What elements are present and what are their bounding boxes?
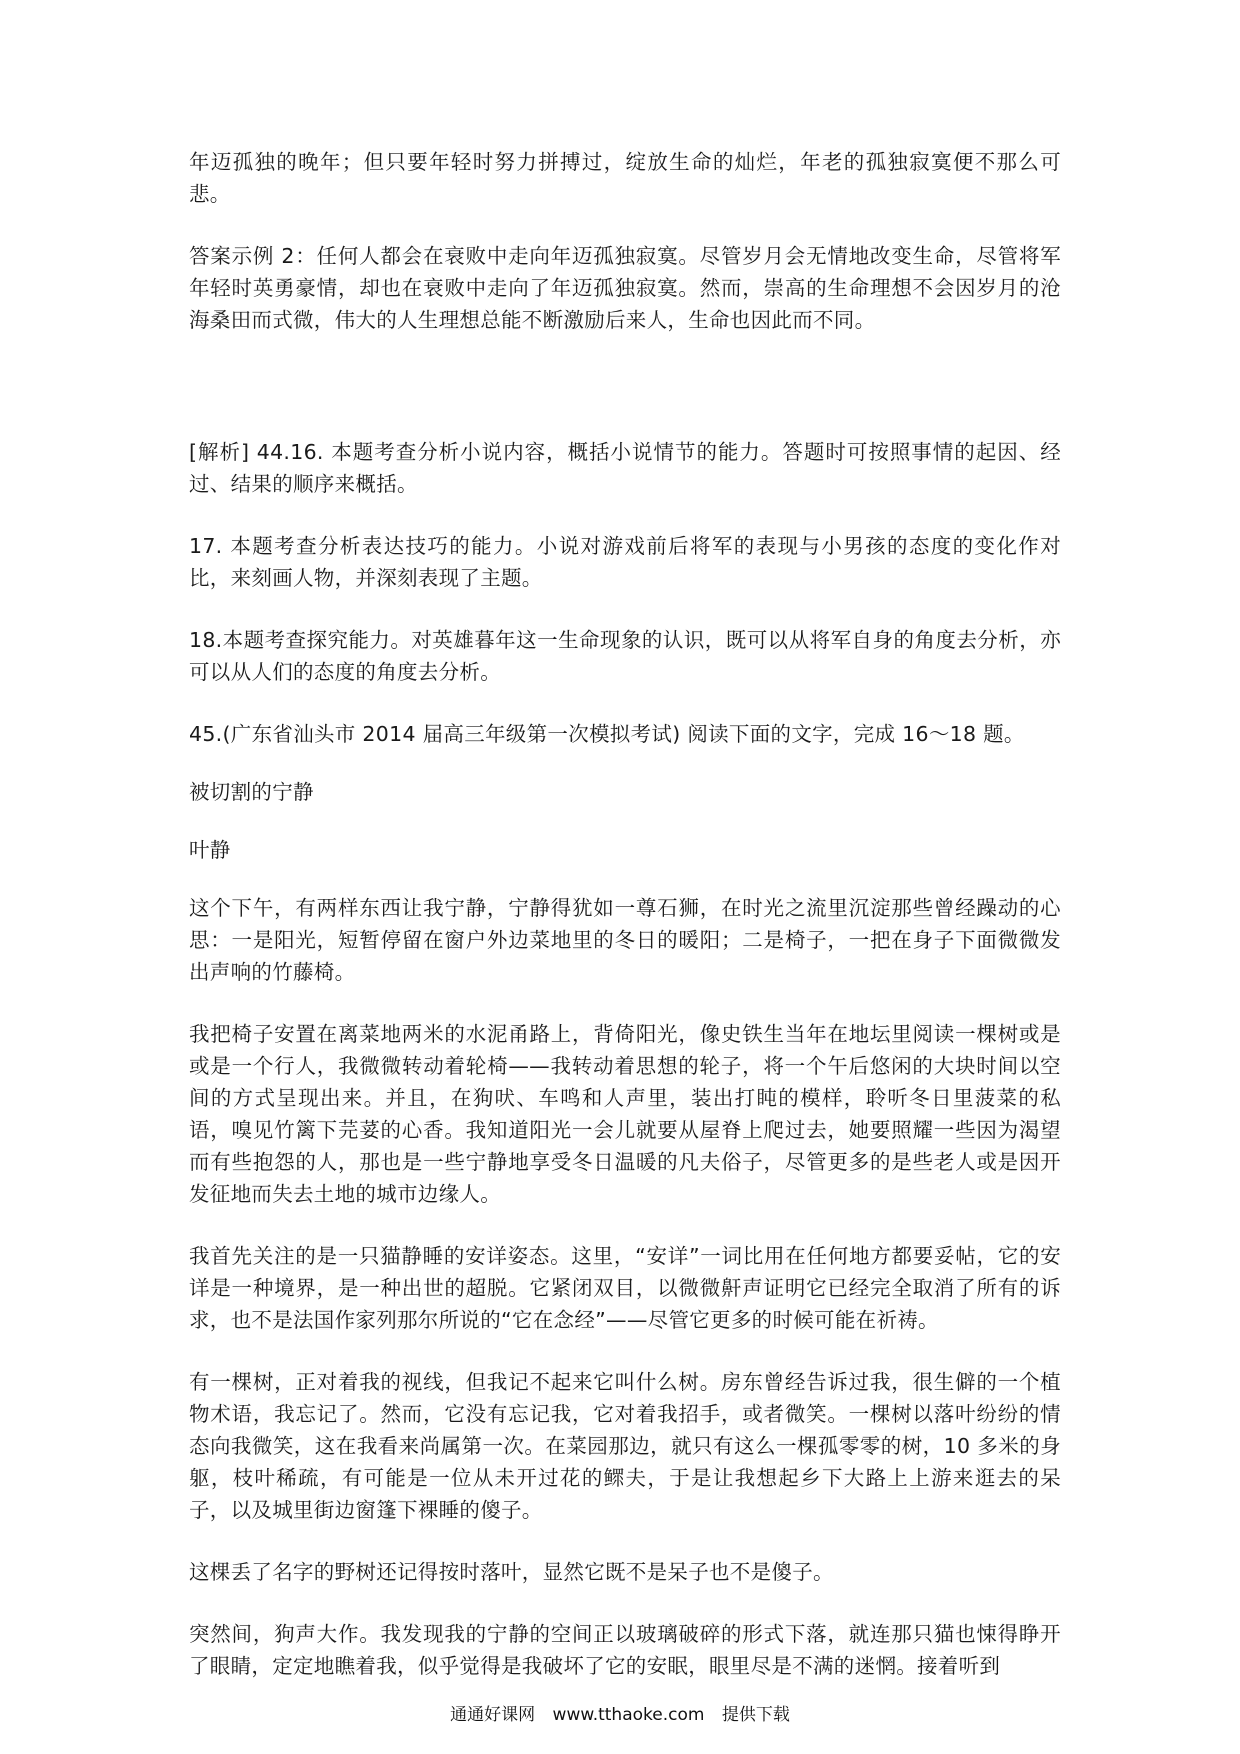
blank-space (189, 366, 1061, 436)
footer-suffix: 提供下载 (721, 1705, 790, 1725)
footer-url: www.tthaoke.com (552, 1705, 705, 1725)
paragraph: 答案示例 2：任何人都会在衰败中走向年迈孤独寂寞。尽管岁月会无情地改变生命，尽管将军年轻时英勇豪情，却也在衰败中走向了年迈孤独寂寞。然而，崇高的生命理想不会因岁月的沧海桑田而式微，伟大的人生理想总能不断激励后来人，生命也因此而不同。 (189, 244, 1061, 332)
paragraph: 我把椅子安置在离菜地两米的水泥甬路上，背倚阳光，像史铁生当年在地坛里阅读一棵树或是或是一个行人，我微微转动着轮椅——我转动着思想的轮子，将一个午后悠闲的大块时间以空间的方式呈现出来。并且，在狗吠、车鸣和人声里，装出打盹的模样，聆听冬日里菠菜的私语，嗅见竹篱下芫荽的心香。我知道阳光一会儿就要从屋脊上爬过去，她要照耀一些因为渴望而有些抱怨的人，那也是一些宁静地享受冬日温暖的凡夫俗子，尽管更多的是些老人或是因开发征地而失去土地的城市边缘人。 (189, 1022, 1061, 1206)
question-heading: 45.(广东省汕头市 2014 届高三年级第一次模拟考试) 阅读下面的文字，完成 16～18 题。 (189, 722, 1025, 746)
paragraph: 年迈孤独的晚年；但只要年轻时努力拼搏过，绽放生命的灿烂，年老的孤独寂寞便不那么可悲。 (189, 150, 1061, 206)
paragraph: [解析] 44.16. 本题考查分析小说内容，概括小说情节的能力。答题时可按照事情的起因、经过、结果的顺序来概括。 (189, 440, 1061, 496)
document-body (189, 146, 1061, 1712)
paragraph: 我首先关注的是一只猫静睡的安详姿态。这里，“安详”一词比用在任何地方都要妥帖，它的安详是一种境界，是一种出世的超脱。它紧闭双目，以微微鼾声证明它已经完全取消了所有的诉求，也不是法国作家列那尔所说的“它在念经”——尽管它更多的时候可能在祈祷。 (189, 1244, 1061, 1332)
article-title: 被切割的宁静 (189, 780, 314, 804)
footer-site-name: 通通好课网 (450, 1705, 536, 1725)
paragraph: 这棵丢了名字的野树还记得按时落叶，显然它既不是呆子也不是傻子。 (189, 1560, 834, 1584)
paragraph: 18.本题考查探究能力。对英雄暮年这一生命现象的认识，既可以从将军自身的角度去分析，亦可以从人们的态度的角度去分析。 (189, 628, 1061, 684)
paragraph: 17. 本题考查分析表达技巧的能力。小说对游戏前后将军的表现与小男孩的态度的变化作对比，来刻画人物，并深刻表现了主题。 (189, 534, 1061, 590)
article-author: 叶静 (189, 838, 231, 862)
paragraph: 有一棵树，正对着我的视线，但我记不起来它叫什么树。房东曾经告诉过我，很生僻的一个植物术语，我忘记了。然而，它没有忘记我，它对着我招手，或者微笑。一棵树以落叶纷纷的情态向我微笑，这在我看来尚属第一次。在菜园那边，就只有这么一棵孤零零的树，10 多米的身躯，枝叶稀疏，有可能是一位从未开过花的鳏夫，于是让我想起乡下大路上上游来逛去的呆子，以及城里街边窗篷下裸睡的傻子。 (189, 1370, 1061, 1522)
page-footer (0, 1700, 1240, 1725)
paragraph: 这个下午，有两样东西让我宁静，宁静得犹如一尊石狮，在时光之流里沉淀那些曾经躁动的心思：一是阳光，短暂停留在窗户外边菜地里的冬日的暖阳；二是椅子，一把在身子下面微微发出声响的竹藤椅。 (189, 896, 1061, 984)
paragraph: 突然间，狗声大作。我发现我的宁静的空间正以玻璃破碎的形式下落，就连那只猫也悚得睁开了眼睛，定定地瞧着我，似乎觉得是我破坏了它的安眠，眼里尽是不满的迷惘。接着听到 (189, 1622, 1061, 1678)
